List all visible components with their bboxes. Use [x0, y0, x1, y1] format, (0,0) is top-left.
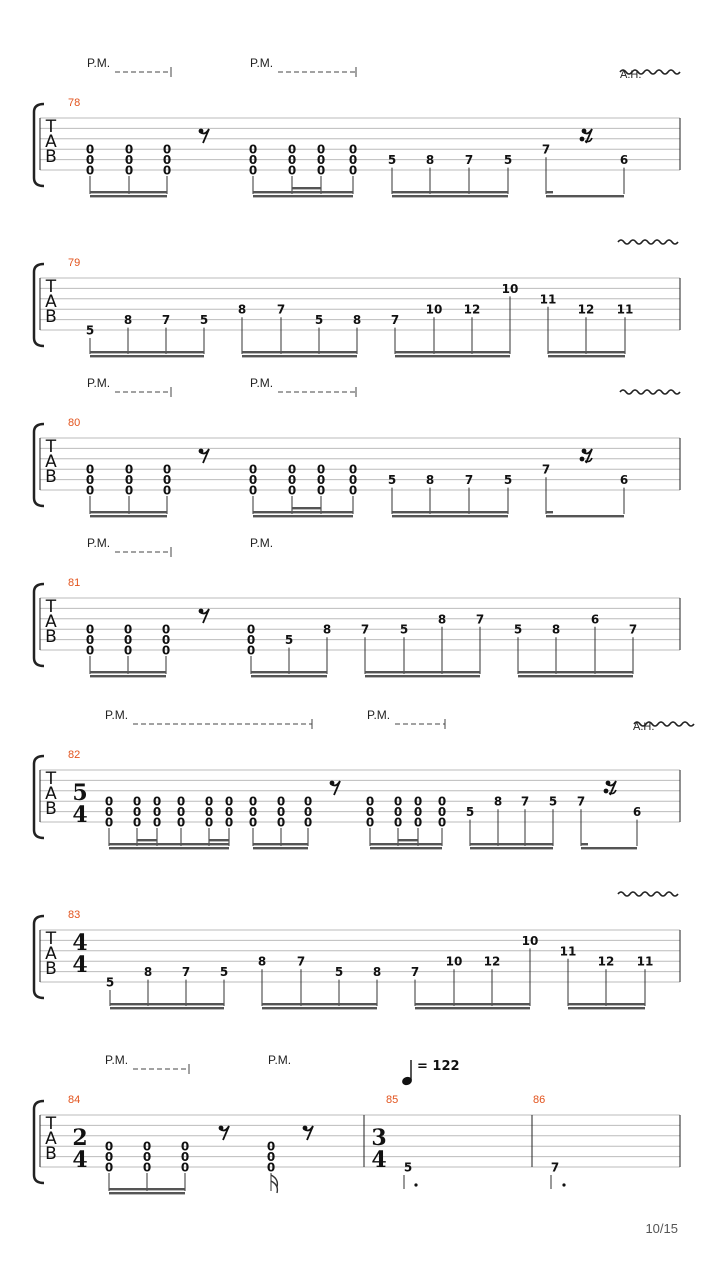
fret-number: 0: [85, 142, 95, 157]
beam: [568, 1007, 645, 1009]
time-signature-bottom: 4: [72, 952, 88, 978]
tab-clef-letter: T: [45, 769, 57, 789]
system-bracket: [34, 104, 44, 186]
fret-number: 0: [132, 794, 142, 809]
fret-number: 0: [266, 1160, 276, 1175]
fret-number: 0: [365, 794, 375, 809]
fret-number: 8: [237, 302, 247, 317]
fret-number: 0: [248, 815, 258, 830]
fret-number: 0: [180, 1160, 190, 1175]
fret-number: 0: [266, 1150, 276, 1165]
fret-number: 0: [287, 142, 297, 157]
fret-number: 7: [541, 142, 551, 157]
fret-number: 0: [104, 794, 114, 809]
measure-number: 81: [68, 577, 81, 589]
tab-clef-letter: B: [45, 1144, 57, 1164]
beam: [109, 1188, 185, 1190]
fret-number: 7: [276, 302, 286, 317]
system-bracket: [34, 584, 44, 666]
palm-mute-label: P.M.: [250, 536, 274, 550]
palm-mute-label: P.M.: [87, 536, 111, 550]
fret-number: 0: [287, 473, 297, 488]
fret-number: 8: [322, 622, 332, 637]
tab-clef-letter: T: [45, 277, 57, 297]
fret-number: 0: [287, 483, 297, 498]
beam: [109, 843, 229, 845]
fret-number: 5: [314, 313, 324, 328]
fret-number: 8: [425, 473, 435, 488]
fret-number: 0: [104, 1139, 114, 1154]
tab-clef-letter: A: [45, 132, 57, 152]
fret-number: 0: [124, 153, 134, 168]
fret-number: 0: [437, 815, 447, 830]
fret-number: 5: [465, 805, 475, 820]
fret-number: 5: [399, 622, 409, 637]
fret-number: 0: [393, 815, 403, 830]
beam: [242, 351, 357, 353]
fret-number: 0: [85, 462, 95, 477]
fret-number: 0: [123, 622, 133, 637]
fret-number: 0: [348, 153, 358, 168]
beam: [546, 511, 553, 513]
fret-number: 5: [219, 965, 229, 980]
fret-number: 5: [199, 313, 209, 328]
beam: [137, 839, 157, 841]
beam: [90, 671, 166, 673]
fret-number: 0: [413, 805, 423, 820]
palm-mute-label: P.M.: [105, 708, 129, 722]
artificial-harmonic-label: A.H.: [620, 69, 642, 81]
fret-number: 0: [303, 815, 313, 830]
fret-number: 0: [224, 805, 234, 820]
beam: [253, 515, 353, 517]
fret-number: 0: [248, 163, 258, 178]
tab-clef-letter: A: [45, 452, 57, 472]
beam: [415, 1003, 530, 1005]
fret-number: 7: [410, 965, 420, 980]
fret-number: 0: [124, 142, 134, 157]
fret-number: 0: [104, 805, 114, 820]
fret-number: 8: [143, 965, 153, 980]
tab-clef-letter: A: [45, 944, 57, 964]
fret-number: 8: [493, 794, 503, 809]
fret-number: 0: [276, 805, 286, 820]
fret-number: 7: [628, 622, 638, 637]
artificial-harmonic-label: A.H.: [633, 721, 655, 733]
vibrato-icon: [618, 892, 678, 896]
palm-mute-label: P.M.: [367, 708, 391, 722]
tab-clef-letter: A: [45, 612, 57, 632]
fret-number: 10: [501, 281, 519, 296]
beam: [395, 351, 510, 353]
fret-number: 0: [348, 163, 358, 178]
rest-dot: [219, 1126, 224, 1131]
tab-clef-letter: B: [45, 147, 57, 167]
rest-dot: [580, 457, 585, 462]
measure-number: 86: [533, 1094, 546, 1106]
beam: [518, 671, 633, 673]
tab-clef-letter: T: [45, 117, 57, 137]
fret-number: 5: [503, 473, 513, 488]
tab-clef-letter: T: [45, 1114, 57, 1134]
fret-number: 0: [124, 483, 134, 498]
time-signature-top: 4: [72, 930, 88, 956]
time-signature-top: 3: [371, 1125, 387, 1151]
fret-number: 0: [123, 643, 133, 658]
tab-clef-letter: A: [45, 1129, 57, 1149]
beam: [581, 847, 637, 849]
measure-number: 83: [68, 909, 81, 921]
fret-number: 5: [105, 975, 115, 990]
fret-number: 0: [124, 163, 134, 178]
palm-mute-label: P.M.: [268, 1053, 292, 1067]
beam: [109, 847, 229, 849]
fret-number: 8: [123, 313, 133, 328]
dot: [562, 1183, 565, 1186]
fret-number: 0: [276, 815, 286, 830]
fret-number: 11: [539, 292, 557, 307]
fret-number: 5: [513, 622, 523, 637]
fret-number: 0: [248, 153, 258, 168]
fret-number: 6: [632, 805, 642, 820]
fret-number: 0: [85, 483, 95, 498]
beam: [90, 351, 204, 353]
beam: [415, 1007, 530, 1009]
rest-dot: [582, 449, 587, 454]
note-flag: [271, 1175, 277, 1193]
rest-dot: [199, 449, 204, 454]
fret-number: 5: [403, 1160, 413, 1175]
beam: [581, 843, 588, 845]
tempo-marking: = 122: [417, 1059, 460, 1074]
beam: [90, 675, 166, 677]
beam: [209, 839, 229, 841]
fret-number: 0: [152, 815, 162, 830]
fret-number: 0: [437, 794, 447, 809]
fret-number: 0: [348, 142, 358, 157]
fret-number: 0: [224, 794, 234, 809]
fret-number: 0: [365, 815, 375, 830]
rest-dot: [582, 129, 587, 134]
beam: [370, 847, 442, 849]
fret-number: 0: [348, 473, 358, 488]
fret-number: 8: [372, 965, 382, 980]
beam: [392, 515, 508, 517]
beam: [546, 515, 624, 517]
fret-number: 0: [124, 473, 134, 488]
beam: [262, 1003, 377, 1005]
fret-number: 12: [597, 954, 615, 969]
fret-number: 6: [619, 473, 629, 488]
time-signature-bottom: 4: [371, 1147, 387, 1173]
fret-number: 0: [248, 794, 258, 809]
rest-dot: [606, 781, 611, 786]
fret-number: 0: [123, 633, 133, 648]
fret-number: 0: [161, 643, 171, 658]
beam: [470, 843, 553, 845]
fret-number: 10: [521, 933, 539, 948]
fret-number: 0: [162, 473, 172, 488]
fret-number: 0: [316, 473, 326, 488]
beam: [109, 1192, 185, 1194]
rest-dot: [199, 609, 204, 614]
fret-number: 0: [176, 794, 186, 809]
fret-number: 11: [559, 944, 577, 959]
beam: [90, 355, 204, 357]
system-bracket: [34, 424, 44, 506]
fret-number: 0: [246, 643, 256, 658]
measure-number: 79: [68, 257, 81, 269]
tab-clef-letter: T: [45, 437, 57, 457]
fret-number: 7: [296, 954, 306, 969]
measure-number: 85: [386, 1094, 399, 1106]
fret-number: 0: [142, 1139, 152, 1154]
rest-dot: [303, 1126, 308, 1131]
fret-number: 0: [162, 483, 172, 498]
beam: [365, 675, 480, 677]
time-signature-top: 2: [72, 1125, 88, 1151]
palm-mute-label: P.M.: [105, 1053, 129, 1067]
fret-number: 0: [316, 483, 326, 498]
fret-number: 0: [246, 622, 256, 637]
beam: [251, 675, 327, 677]
fret-number: 0: [266, 1139, 276, 1154]
beam: [90, 511, 167, 513]
fret-number: 0: [132, 805, 142, 820]
fret-number: 0: [161, 622, 171, 637]
beam: [110, 1003, 224, 1005]
fret-number: 0: [365, 805, 375, 820]
time-signature-top: 5: [72, 780, 88, 806]
fret-number: 0: [224, 815, 234, 830]
rest-dot: [580, 137, 585, 142]
fret-number: 0: [393, 805, 403, 820]
fret-number: 8: [437, 612, 447, 627]
tab-clef-letter: B: [45, 799, 57, 819]
fret-number: 7: [475, 612, 485, 627]
fret-number: 0: [204, 815, 214, 830]
fret-number: 0: [124, 462, 134, 477]
fret-number: 6: [619, 153, 629, 168]
palm-mute-label: P.M.: [87, 56, 111, 70]
fret-number: 0: [413, 815, 423, 830]
fret-number: 0: [248, 473, 258, 488]
beam: [292, 187, 321, 189]
fret-number: 5: [387, 153, 397, 168]
fret-number: 0: [248, 805, 258, 820]
tab-clef-letter: A: [45, 292, 57, 312]
fret-number: 0: [162, 163, 172, 178]
beam: [253, 511, 353, 513]
measure-number: 80: [68, 417, 81, 429]
beam: [365, 671, 480, 673]
fret-number: 0: [393, 794, 403, 809]
beam: [262, 1007, 377, 1009]
system-bracket: [34, 916, 44, 998]
tab-clef-letter: A: [45, 784, 57, 804]
fret-number: 0: [413, 794, 423, 809]
beam: [546, 195, 624, 197]
rest-dot: [199, 129, 204, 134]
fret-number: 0: [348, 462, 358, 477]
measure-number: 82: [68, 749, 81, 761]
fret-number: 0: [276, 794, 286, 809]
fret-number: 0: [248, 483, 258, 498]
beam: [392, 195, 508, 197]
beam: [253, 195, 353, 197]
fret-number: 7: [550, 1160, 560, 1175]
fret-number: 0: [316, 153, 326, 168]
fret-number: 0: [176, 805, 186, 820]
fret-number: 0: [248, 462, 258, 477]
fret-number: 0: [104, 1160, 114, 1175]
fret-number: 0: [85, 163, 95, 178]
fret-number: 0: [316, 163, 326, 178]
fret-number: 0: [287, 153, 297, 168]
fret-number: 0: [180, 1139, 190, 1154]
beam: [242, 355, 357, 357]
fret-number: 11: [616, 302, 634, 317]
fret-number: 7: [360, 622, 370, 637]
beam: [392, 191, 508, 193]
beam: [398, 839, 418, 841]
fret-number: 0: [204, 805, 214, 820]
beam: [392, 511, 508, 513]
time-signature-bottom: 4: [72, 1147, 88, 1173]
beam: [253, 843, 308, 845]
tab-clef-letter: B: [45, 307, 57, 327]
fret-number: 7: [464, 153, 474, 168]
fret-number: 0: [152, 805, 162, 820]
beam: [253, 191, 353, 193]
fret-number: 10: [445, 954, 463, 969]
tab-clef-letter: B: [45, 627, 57, 647]
fret-number: 7: [390, 313, 400, 328]
tab-clef-letter: B: [45, 959, 57, 979]
fret-number: 0: [85, 622, 95, 637]
rest-dot: [604, 789, 609, 794]
fret-number: 11: [636, 954, 654, 969]
system-bracket: [34, 1101, 44, 1183]
fret-number: 0: [176, 815, 186, 830]
palm-mute-label: P.M.: [250, 376, 274, 390]
vibrato-icon: [618, 240, 678, 244]
fret-number: 12: [463, 302, 481, 317]
fret-number: 6: [590, 612, 600, 627]
fret-number: 0: [303, 794, 313, 809]
measure-number: 84: [68, 1094, 81, 1106]
fret-number: 7: [576, 794, 586, 809]
beam: [518, 675, 633, 677]
palm-mute-label: P.M.: [87, 376, 111, 390]
tab-clef-letter: T: [45, 597, 57, 617]
fret-number: 0: [142, 1160, 152, 1175]
fret-number: 5: [334, 965, 344, 980]
fret-number: 0: [287, 462, 297, 477]
time-signature-bottom: 4: [72, 802, 88, 828]
fret-number: 0: [204, 794, 214, 809]
fret-number: 0: [85, 633, 95, 648]
tab-clef-letter: B: [45, 467, 57, 487]
fret-number: 0: [248, 142, 258, 157]
beam: [251, 671, 327, 673]
fret-number: 0: [162, 462, 172, 477]
fret-number: 0: [132, 815, 142, 830]
fret-number: 8: [257, 954, 267, 969]
fret-number: 0: [162, 142, 172, 157]
fret-number: 0: [104, 1150, 114, 1165]
page-number: 10/15: [645, 1221, 678, 1236]
beam: [90, 191, 167, 193]
fret-number: 0: [437, 805, 447, 820]
fret-number: 7: [464, 473, 474, 488]
fret-number: 0: [152, 794, 162, 809]
tab-clef-letter: T: [45, 929, 57, 949]
fret-number: 5: [387, 473, 397, 488]
rest-dot: [330, 781, 335, 786]
fret-number: 0: [85, 473, 95, 488]
beam: [292, 507, 321, 509]
fret-number: 8: [425, 153, 435, 168]
beam: [90, 195, 167, 197]
beam: [395, 355, 510, 357]
beam: [110, 1007, 224, 1009]
beam: [548, 355, 625, 357]
measure-number: 78: [68, 97, 81, 109]
vibrato-icon: [620, 390, 680, 394]
fret-number: 0: [348, 483, 358, 498]
beam: [253, 847, 308, 849]
beam: [568, 1003, 645, 1005]
beam: [548, 351, 625, 353]
fret-number: 7: [541, 462, 551, 477]
fret-number: 12: [483, 954, 501, 969]
fret-number: 0: [142, 1150, 152, 1165]
fret-number: 12: [577, 302, 595, 317]
fret-number: 0: [161, 633, 171, 648]
fret-number: 5: [503, 153, 513, 168]
fret-number: 7: [161, 313, 171, 328]
fret-number: 0: [104, 815, 114, 830]
fret-number: 7: [181, 965, 191, 980]
fret-number: 0: [287, 163, 297, 178]
fret-number: 7: [520, 794, 530, 809]
fret-number: 0: [316, 142, 326, 157]
dot: [414, 1183, 417, 1186]
palm-mute-label: P.M.: [250, 56, 274, 70]
fret-number: 0: [85, 643, 95, 658]
fret-number: 5: [85, 323, 95, 338]
fret-number: 0: [246, 633, 256, 648]
fret-number: 0: [303, 805, 313, 820]
fret-number: 10: [425, 302, 443, 317]
beam: [90, 515, 167, 517]
fret-number: 0: [162, 153, 172, 168]
system-bracket: [34, 756, 44, 838]
fret-number: 5: [548, 794, 558, 809]
fret-number: 5: [284, 633, 294, 648]
beam: [546, 191, 553, 193]
system-bracket: [34, 264, 44, 346]
fret-number: 0: [180, 1150, 190, 1165]
fret-number: 8: [551, 622, 561, 637]
fret-number: 0: [316, 462, 326, 477]
beam: [370, 843, 442, 845]
beam: [470, 847, 553, 849]
fret-number: 8: [352, 313, 362, 328]
fret-number: 0: [85, 153, 95, 168]
